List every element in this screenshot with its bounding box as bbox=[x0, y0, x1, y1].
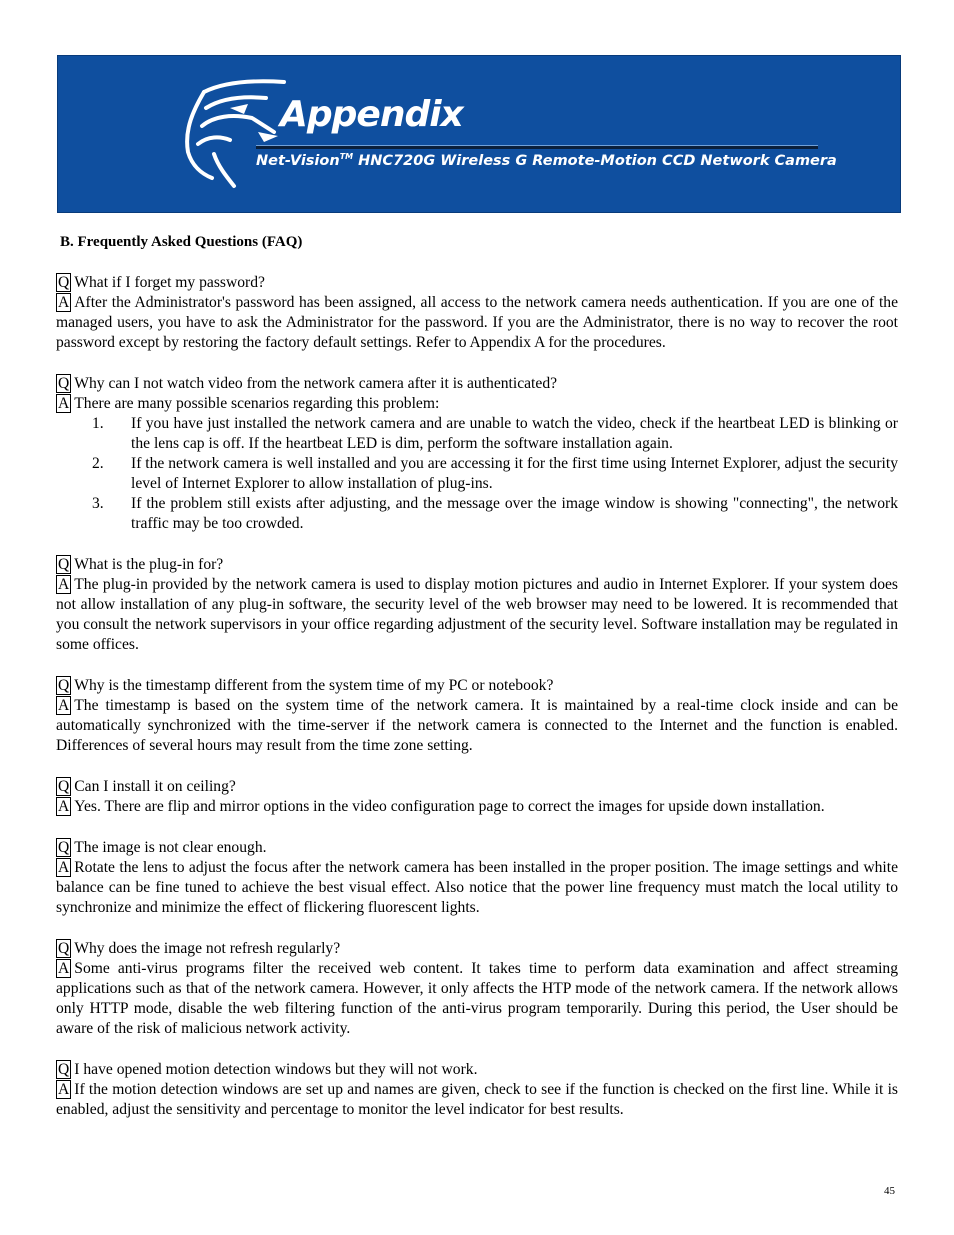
step-text: If the problem still exists after adjusting, and the message over the image window is showing "connecting", the network traffic may be too crowded. bbox=[131, 495, 898, 532]
banner-rule bbox=[256, 145, 818, 149]
a-marker: A bbox=[58, 798, 70, 815]
answer-text: Yes. There are flip and mirror options in the video configuration page to correct the images for upside down installation. bbox=[74, 798, 825, 815]
answer-line bbox=[56, 959, 898, 1039]
q-marker: Q bbox=[58, 274, 70, 291]
question-line bbox=[56, 555, 898, 575]
faq-item bbox=[56, 1060, 898, 1120]
faq-item bbox=[56, 374, 898, 534]
a-marker: A bbox=[58, 1081, 70, 1098]
question-line bbox=[56, 374, 898, 394]
question-text: Why can I not watch video from the network camera after it is authenticated? bbox=[74, 375, 558, 392]
steps-list bbox=[56, 414, 898, 534]
faq-item bbox=[56, 555, 898, 655]
answer-text: Rotate the lens to adjust the focus after the network camera has been installed in the proper position. The image settings and white balance can be fine tuned to achieve the best visual effect. Also notice that the power line frequency must match the local utility to synchronize and minimize the effect of flickering fluorescent lights. bbox=[56, 859, 898, 916]
a-marker: A bbox=[58, 859, 70, 876]
answer-line bbox=[56, 394, 898, 414]
question-text: What if I forget my password? bbox=[74, 274, 265, 291]
answer-text: The timestamp is based on the system time of the network camera. It is maintained by a real-time clock inside and can be automatically synchronized with the time-server if the network camera is connected to the Internet and the function is enabled. Differences of several hours may result from the time zone setting. bbox=[56, 697, 898, 754]
question-text: The image is not clear enough. bbox=[74, 839, 267, 856]
answer-line bbox=[56, 1080, 898, 1120]
q-marker: Q bbox=[58, 940, 70, 957]
q-marker: Q bbox=[58, 556, 70, 573]
faq-content bbox=[56, 232, 898, 1120]
question-line bbox=[56, 939, 898, 959]
step-text: If you have just installed the network camera and are unable to watch the video, check if the heartbeat LED is blinking or the lens cap is off. If the heartbeat LED is dim, perform the software installation again. bbox=[131, 415, 898, 452]
answer-line bbox=[56, 858, 898, 918]
question-text: I have opened motion detection windows but they will not work. bbox=[74, 1061, 478, 1078]
banner-title: Appendix bbox=[280, 94, 463, 135]
question-line bbox=[56, 676, 898, 696]
answer-text: There are many possible scenarios regarding this problem: bbox=[74, 395, 440, 412]
a-marker: A bbox=[58, 294, 70, 311]
answer-text: If the motion detection windows are set up and names are given, check to see if the function is checked on the first line. While it is enabled, adjust the sensitivity and percentage to monitor the level indicator for best results. bbox=[56, 1081, 898, 1118]
question-line bbox=[56, 838, 898, 858]
step-number: 2. bbox=[92, 455, 104, 472]
answer-text: Some anti-virus programs filter the received web content. It takes time to perform data examination and affect streaming applications such as that of the network camera. However, it only affects the HTP mode of the network camera. If the network allows only HTTP mode, disable the web filtering function of the anti-virus program temporarily. During this period, the User should be aware of the risk of malicious network activity. bbox=[56, 960, 898, 1037]
step-number: 3. bbox=[92, 495, 104, 512]
step-item bbox=[56, 454, 898, 494]
faq-item bbox=[56, 273, 898, 353]
q-marker: Q bbox=[58, 375, 70, 392]
trademark-mark: TM bbox=[339, 152, 354, 161]
page-number: 45 bbox=[884, 1185, 895, 1197]
question-text: Can I install it on ceiling? bbox=[74, 778, 236, 795]
faq-item bbox=[56, 838, 898, 918]
q-marker: Q bbox=[58, 778, 70, 795]
appendix-banner bbox=[57, 55, 901, 213]
step-text: If the network camera is well installed and you are accessing it for the first time using Internet Explorer, adjust the security level of Internet Explorer to allow installation of plug-ins. bbox=[131, 455, 898, 492]
step-item bbox=[56, 414, 898, 454]
question-text: What is the plug-in for? bbox=[74, 556, 224, 573]
question-line bbox=[56, 1060, 898, 1080]
answer-text: After the Administrator's password has been assigned, all access to the network camera needs authentication. If you are one of the managed users, you have to ask the Administrator for the password. If you are the Administrator, there is no way to recover the root password except by restoring the factory default settings. Refer to Appendix A for the procedures. bbox=[56, 294, 898, 351]
q-marker: Q bbox=[58, 677, 70, 694]
faq-item bbox=[56, 676, 898, 756]
answer-line bbox=[56, 293, 898, 353]
step-item bbox=[56, 494, 898, 534]
question-line bbox=[56, 777, 898, 797]
a-marker: A bbox=[58, 960, 70, 977]
a-marker: A bbox=[58, 697, 70, 714]
q-marker: Q bbox=[58, 1061, 70, 1078]
faq-item bbox=[56, 939, 898, 1039]
question-text: Why is the timestamp different from the system time of my PC or notebook? bbox=[74, 677, 554, 694]
a-marker: A bbox=[58, 576, 70, 593]
answer-line bbox=[56, 575, 898, 655]
banner-brand: Net-Vision bbox=[256, 152, 340, 169]
a-marker: A bbox=[58, 395, 70, 412]
faq-item bbox=[56, 777, 898, 817]
question-line bbox=[56, 273, 898, 293]
answer-text: The plug-in provided by the network camera is used to display motion pictures and audio in Internet Explorer. If your system does not allow installation of any plug-in software, the security level of the web browser may need to be lowered. It is recommended that you consult the network supervisors in your office regarding adjustment of the security level. Software installation may be regulated in some offices. bbox=[56, 576, 898, 653]
q-marker: Q bbox=[58, 839, 70, 856]
answer-line bbox=[56, 696, 898, 756]
answer-line bbox=[56, 797, 898, 817]
question-text: Why does the image not refresh regularly? bbox=[74, 940, 341, 957]
step-number: 1. bbox=[92, 415, 104, 432]
section-heading: B. Frequently Asked Questions (FAQ) bbox=[60, 234, 303, 250]
banner-subtitle bbox=[256, 152, 837, 169]
banner-product: HNC720G Wireless G Remote-Motion CCD Network Camera bbox=[353, 152, 837, 169]
